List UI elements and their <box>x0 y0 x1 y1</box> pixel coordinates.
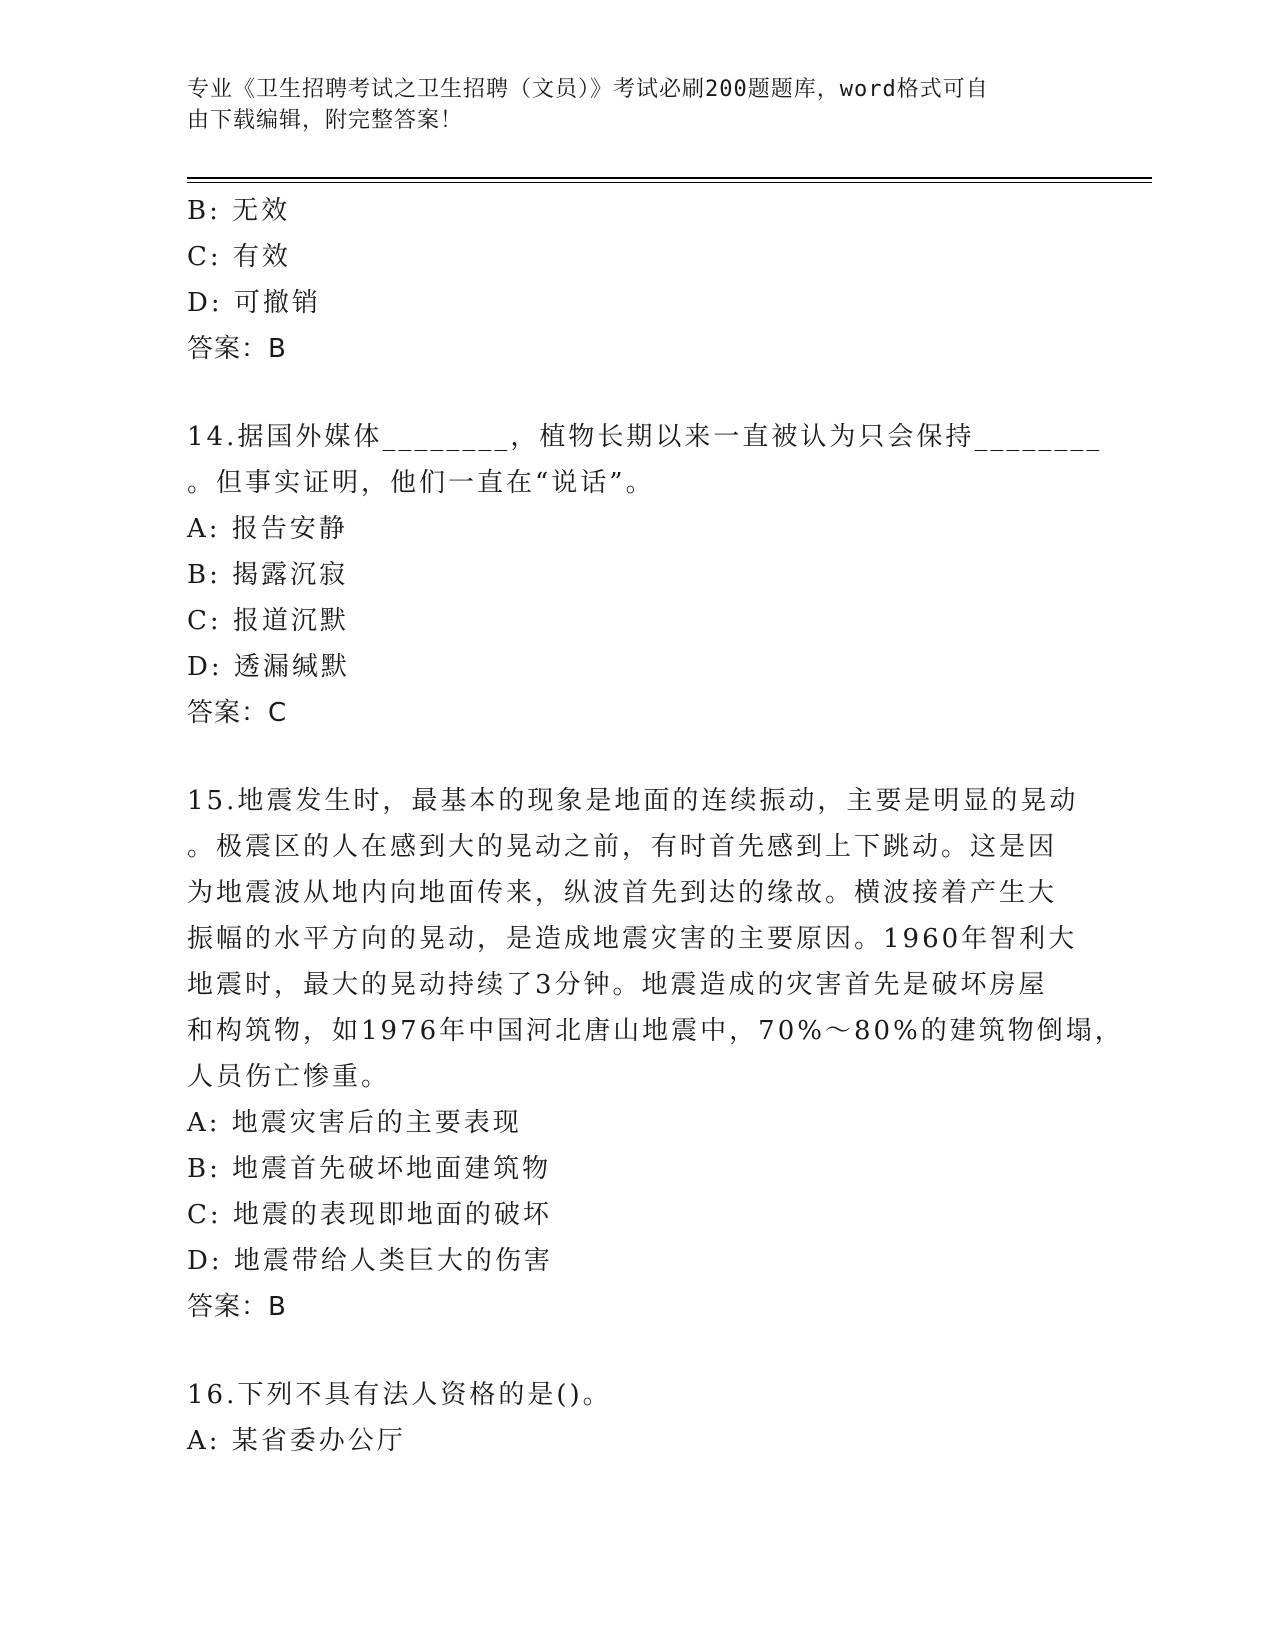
question-14 <box>187 414 1103 736</box>
spacer <box>187 372 1077 414</box>
header-rule-thick <box>187 177 1152 179</box>
option-a: A: 地震灾害后的主要表现 <box>187 1108 522 1138</box>
option-c: C: 地震的表现即地面的破坏 <box>187 1200 552 1230</box>
question-text: 14.据国外媒体________，植物长期以来一直被认为只会保持________ <box>187 422 1103 452</box>
spacer <box>187 736 1077 778</box>
header-rule-thin <box>187 182 1152 183</box>
question-text: 。但事实证明，他们一直在“说话”。 <box>187 468 655 498</box>
question-text: 地震时，最大的晃动持续了3分钟。地震造成的灾害首先是破坏房屋 <box>187 970 1048 1000</box>
document-header <box>187 74 1067 136</box>
question-text: 为地震波从地内向地面传来，纵波首先到达的缘故。横波接着产生大 <box>187 878 1058 908</box>
option-b: B: 地震首先破坏地面建筑物 <box>187 1154 552 1184</box>
option-a: A: 报告安静 <box>187 514 348 544</box>
option-d: D: 透漏缄默 <box>187 652 350 682</box>
question-text: 15.地震发生时，最基本的现象是地面的连续振动，主要是明显的晃动 <box>187 786 1079 816</box>
answer-line: 答案：B <box>187 1292 287 1322</box>
document-body <box>187 188 1124 1464</box>
option-d: D: 可撤销 <box>187 288 321 318</box>
option-c: C: 报道沉默 <box>187 606 349 636</box>
spacer <box>187 1330 1077 1372</box>
option-b: B: 无效 <box>187 196 291 226</box>
header-line: 由下载编辑，附完整答案！ <box>187 108 464 133</box>
question-13-tail <box>187 188 1077 372</box>
header-line: 专业《卫生招聘考试之卫生招聘（文员）》考试必刷200题题库，word格式可自 <box>187 77 989 102</box>
question-text: 振幅的水平方向的晃动，是造成地震灾害的主要原因。1960年智利大 <box>187 924 1078 954</box>
question-text: 人员伤亡惨重。 <box>187 1062 391 1092</box>
option-b: B: 揭露沉寂 <box>187 560 349 590</box>
option-c: C: 有效 <box>187 242 291 272</box>
answer-line: 答案：B <box>187 334 287 364</box>
option-d: D: 地震带给人类巨大的伤害 <box>187 1246 553 1276</box>
answer-line: 答案：C <box>187 698 288 728</box>
option-a: A: 某省委办公厅 <box>187 1426 406 1456</box>
question-text: 和构筑物，如1976年中国河北唐山地震中，70%～80%的建筑物倒塌， <box>187 1016 1124 1046</box>
question-15 <box>187 778 1124 1330</box>
question-16 <box>187 1372 1077 1464</box>
question-text: 16.下列不具有法人资格的是()。 <box>187 1380 612 1410</box>
question-text: 。极震区的人在感到大的晃动之前，有时首先感到上下跳动。这是因 <box>187 832 1058 862</box>
